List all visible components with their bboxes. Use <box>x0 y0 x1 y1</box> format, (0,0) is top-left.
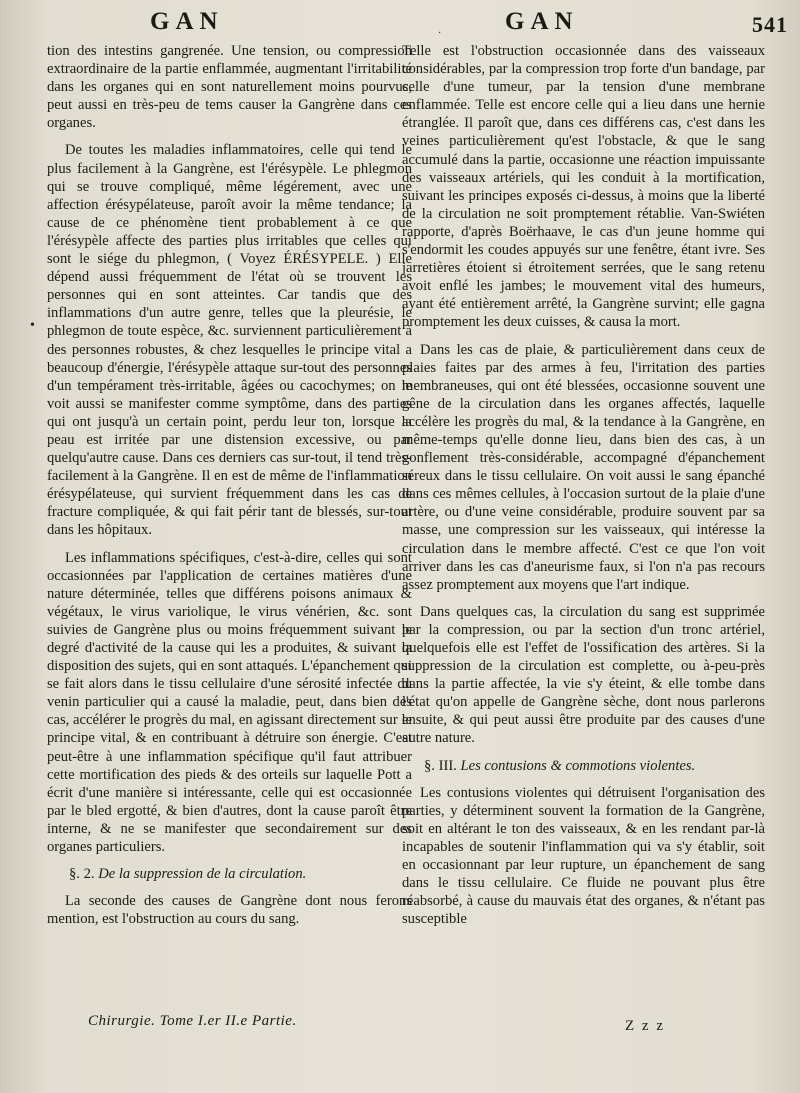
ink-dot: · <box>438 28 442 39</box>
page-number: 541 <box>752 12 788 37</box>
paragraph: Les contusions violentes qui détruisent l'organisation des parties, y déterminent souvent la formation de la Gangrène, soit en altérant le ton des vaisseaux, & en les rendant par-là incapables de soutenir l'inflammation qui va s'y établir, soit en occasionnant par leur rupture, un épanchement de sang dans le tissu cellulaire. Ce fluide ne pouvant plus être réabsorbé, à cause du mauvais état des organes, & n'étant pas susceptible <box>402 784 765 928</box>
left-column <box>47 42 412 928</box>
footer-signature-line: Chirurgie. Tome I.er II.e Partie. <box>88 1013 297 1029</box>
running-head-right: GAN <box>505 8 579 35</box>
paragraph: tion des intestins gangrenée. Une tension, ou compression extraordinaire de la partie enflammée, augmentant l'irritabilité dans les organes qui en sont naturellement moins pourvus, peut aussi en très-peu de tems causer la Gangrène dans ces organes. <box>47 43 412 132</box>
section-number: §. III. <box>424 757 457 774</box>
gathering-signature: Z z z <box>625 1018 665 1034</box>
paragraph: Les inflammations spécifiques, c'est-à-dire, celles qui sont occasionnées par l'application de certaines matières d'une nature déterminée, telles que différens poisons animaux & végétaux, le virus variolique, le virus vénérien, &c. sont suivies de Gangrène plus ou moins fréquemment suivant le degré d'activité de la cause qui les a produites, & suivant la disposition des sujets, qui en sont attaqués. L'épanchement qui se fait alors dans le tissu cellulaire d'une sérosité infectée du venin particulier qui a causé la maladie, peut, dans bien des cas, accélérer le progrès du mal, en agissant directement sur le principe vital, & en contribuant à détruire son énergie. C'est peut-être à une inflammation spécifique qu'il faut attribuer cette mortification des pieds & des orteils sur laquelle Pott a écrit d'une manière si intéressante, celle qui est occasionnée par le bled ergotté, & bien d'autres, dont la cause paroît être interne, & ne se manifester que secondairement sur des organes particuliers. <box>47 549 412 856</box>
section-heading <box>402 757 765 775</box>
running-head-left: GAN <box>150 8 224 35</box>
margin-mark: • <box>30 318 35 333</box>
right-column <box>402 42 765 928</box>
section-heading <box>47 865 412 883</box>
section-title: De la suppression de la circulation. <box>98 866 307 883</box>
paragraph: La seconde des causes de Gangrène dont nous ferons mention, est l'obstruction au cours du sang. <box>47 893 412 928</box>
paragraph: De toutes les maladies inflammatoires, celle qui tend le plus facilement à la Gangrène, est l'érésypèle. Le phlegmon qui se trouve compliqué, même légérement, avec une affection érésypélateuse, paroît avoir la même tendance; la cause de ce phénomène tient probablement à ce que l'érésypèle affecte des parties plus irritables que celles qui sont le siége du phlegmon, ( Voyez ÉRÉSYPELE. ) Elle dépend aussi fréquemment de l'état où se trouvent les personnes qui en sont atteintes. Car tandis que des inflammations d'un autre genre, telles que la pleurésie, le phlegmon de toute espèce, &c. surviennent particulièrement à des personnes robustes, & chez lesquelles le principe vital a beaucoup d'énergie, l'érésypèle attaque sur-tout des personnes d'un tempérament très-irritable, âgées ou cacochymes; on le voit aussi se manifester comme symptôme, dans des parties qui ont jusqu'à un certain point, perdu leur ton, lorsque la peau est irritée par une distension excessive, ou par quelqu'autre cause. Dans ces derniers cas sur-tout, il tend très-facilement à la Gangrène. Il en est de même de l'inflammation érésypélateuse, qui survient fréquemment dans les cas de fracture compliquée, & qui fait périr tant de blessés, sur-tout dans les hôpitaux. <box>47 142 412 539</box>
paragraph: Dans quelques cas, la circulation du sang est supprimée par la compression, ou par la section d'un tronc artériel, quelquefois elle est l'effet de l'ossification des artères. Si la suppression de la circulation est complette, ou à-peu-près dans la partie affectée, la vie s'y éteint, & elle tombe dans l'état qu'on appelle de Gangrène sèche, dont nous parlerons ensuite, & qui peut aussi être produite par des causes d'une autre nature. <box>402 603 765 747</box>
section-title: Les contusions & commotions violentes. <box>460 757 696 774</box>
section-number: §. 2. <box>69 866 95 883</box>
paragraph: Telle est l'obstruction occasionnée dans des vaisseaux considérables, par la compression trop forte d'un bandage, par celle d'une tumeur, par la tension d'une membrane enflammée. Telle est encore celle qui a lieu dans une hernie étranglée. Il paroît que, dans ces différens cas, c'est dans les veines particulièrement qu'est l'obstacle, & que le sang accumulé dans la partie, occasionne une réaction impuissante des vaisseaux artériels, qui les conduit à la mortification, suivant les principes exposés ci-dessus, à moins que la liberté de la circulation ne soit promptement rétablie. Van-Swiéten rapporte, d'après Boërhaave, le cas d'un jeune homme qui s'endormit les coudes appuyés sur une fenêtre, étant ivre. Ses jarretières étoient si étroitement serrées, que le sang retenu avoit enflé les jambes; le mouvement vital des humeurs, ayant été entièrement arrêté, la Gangrène survint; elle gagna promptement les deux cuisses, & causa la mort. <box>402 43 765 331</box>
paragraph: Dans les cas de plaie, & particulièrement dans ceux de plaies faites par des armes à feu, l'irritation des parties membraneuses, qui ont été blessées, occasionne souvent une gêne de la circulation dans les organes affectés, laquelle accélère les progrès du mal, & la tendance à la Gangrène, en même-temps qu'elle donne lieu, dans bien des cas, à un gonflement très-considérable, accompagné d'épanchement séreux dans le tissu cellulaire. On voit aussi le sang épanché dans ces mêmes cellules, à l'occasion surtout de la plaie d'une artère, ou d'une veine considérable, produire souvent par sa masse, une compression sur les vaisseaux, qui intéresse la circulation dans le membre affecté. C'est ce que l'on voit arriver dans les cas d'aneurisme faux, si l'on n'a pas recours assez promptement aux moyens que l'art indique. <box>402 341 765 593</box>
